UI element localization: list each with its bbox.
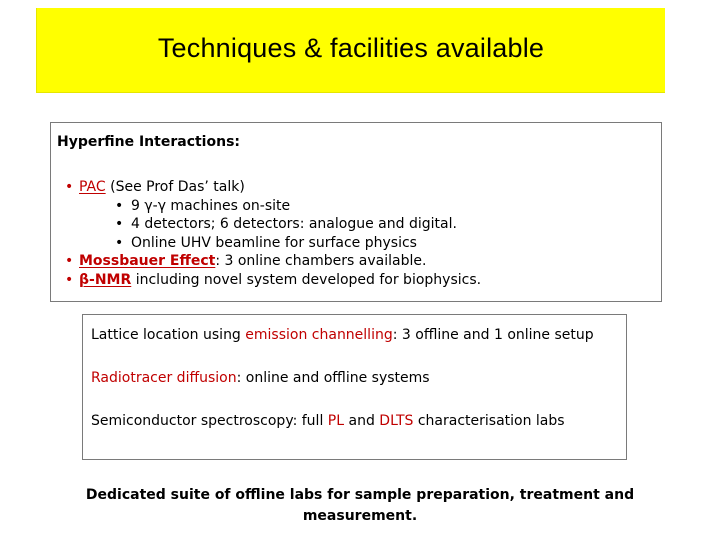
list-item-sub2 (57, 215, 655, 234)
lattice-box (82, 314, 627, 460)
lattice-text: Lattice location using (91, 327, 246, 343)
list-item-pac (57, 178, 655, 197)
list-item-nmr (57, 271, 655, 290)
title-banner (36, 8, 665, 93)
pac-text: (See Prof Das’ talk) (105, 179, 245, 195)
footer-line-2: measurement. (302, 508, 418, 524)
bullet-icon: • (115, 197, 124, 214)
spectroscopy-text: Semiconductor spectroscopy: full (91, 413, 328, 429)
sub2-text: 4 detectors; 6 detectors: analogue and digital. (131, 216, 457, 233)
list-item-sub1 (57, 197, 655, 216)
hyperfine-list (57, 178, 655, 290)
diffusion-line (91, 370, 618, 386)
mossbauer-text: : 3 online chambers available. (215, 253, 427, 270)
pac-term: PAC (79, 179, 106, 195)
diffusion-text: : online and offline systems (236, 370, 430, 386)
spectroscopy-line (91, 413, 618, 429)
emission-channelling-term: emission channelling (245, 327, 393, 343)
hyperfine-heading: Hyperfine Interactions: (57, 134, 240, 150)
footer-line-1: Dedicated suite of offline labs for sample preparation, treatment and (85, 487, 635, 503)
bullet-icon: • (115, 216, 124, 233)
list-item-sub3 (57, 234, 655, 253)
footer-note (80, 485, 640, 527)
sub3-text: Online UHV beamline for surface physics (131, 234, 417, 251)
nmr-text: including novel system developed for biophysics. (131, 271, 482, 288)
bullet-icon: • (65, 253, 74, 270)
hyperfine-box (50, 122, 662, 302)
sub1-text: 9 γ-γ machines on-site (131, 197, 291, 214)
slide-title: Techniques & facilities available (157, 32, 545, 63)
radiotracer-term: Radiotracer diffusion (91, 370, 237, 386)
nmr-term: β-NMR (79, 271, 132, 288)
dlts-term: DLTS (379, 413, 414, 429)
pl-term: PL (327, 413, 345, 429)
mossbauer-term: Mossbauer Effect (79, 253, 216, 270)
list-item-mossbauer (57, 252, 655, 271)
spectroscopy-and: and (344, 413, 380, 429)
spectroscopy-text-post: characterisation labs (413, 413, 565, 429)
bullet-icon: • (65, 179, 74, 195)
bullet-icon: • (65, 271, 74, 288)
lattice-text-post: : 3 offline and 1 online setup (392, 327, 594, 343)
bullet-icon: • (115, 234, 124, 251)
lattice-line (91, 327, 618, 343)
